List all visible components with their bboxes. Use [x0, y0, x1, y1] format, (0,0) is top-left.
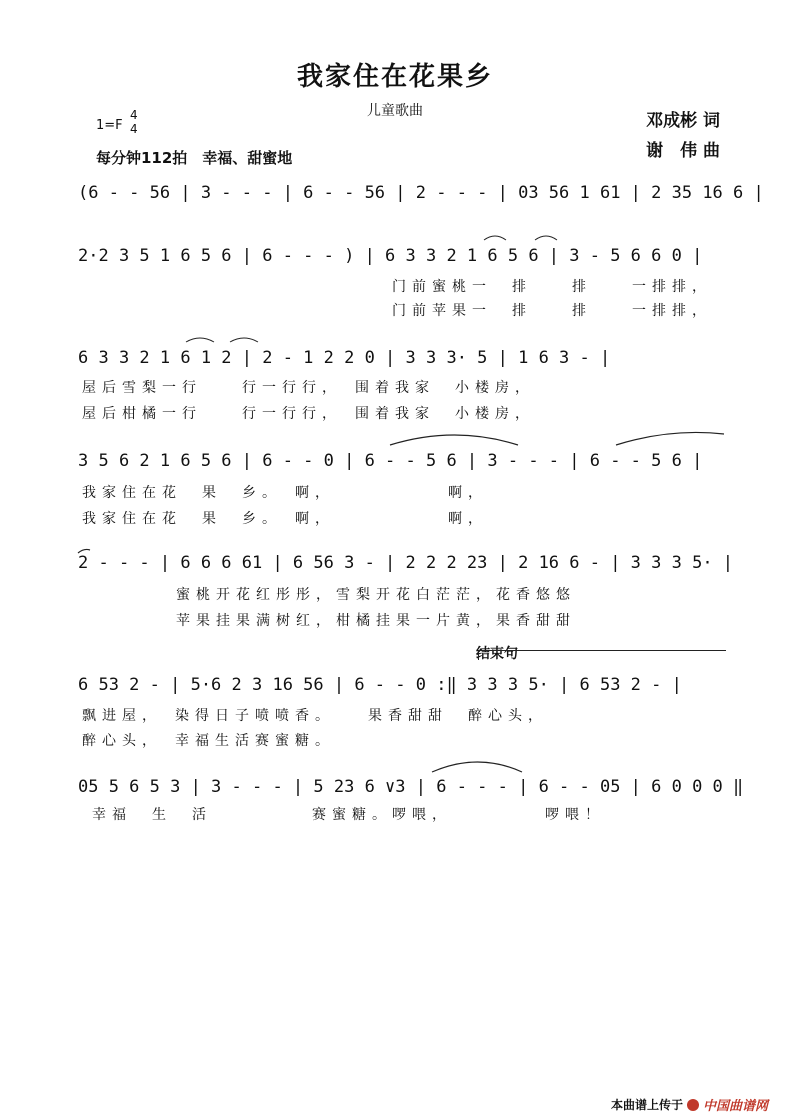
meter-bottom: 4: [130, 122, 138, 136]
score-line-2-lyric-2: 门前苹果一 排 排 一排排，: [392, 303, 712, 319]
song-genre: 儿童歌曲: [367, 103, 423, 119]
score-line-5-notes: 2 - - - | 6 6 6 61 | 6 56 3 - | 2 2 2 23 | 2 16 6 - | 3 3 3 5· |: [78, 553, 734, 573]
score-line-6-lyric-2: 醉心头， 幸福生活赛蜜糖。: [82, 733, 335, 749]
site-logo: 中国曲谱网: [702, 1099, 768, 1114]
score-line-2-lyric-1: 门前蜜桃一 排 排 一排排，: [392, 279, 712, 295]
composer-credit: 谢 伟 曲: [646, 141, 720, 161]
score-line-7-notes: 05 5 6 5 3 | 3 - - - | 5 23 6 ∨3 | 6 - - - | 6 - - 05 | 6 0 0 0 ‖: [78, 777, 744, 797]
score-line-6-notes: 6 53 2 - | 5·6 2 3 16 56 | 6 - - 0 :‖ 3 3 3 5· | 6 53 2 - |: [78, 675, 682, 695]
ending-phrase-label: 结束句: [476, 646, 518, 662]
meter-top: 4: [130, 108, 138, 122]
score-line-4-notes: 3 5 6 2 1 6 5 6 | 6 - - 0 | 6 - - 5 6 | 3 - - - | 6 - - 5 6 |: [78, 451, 703, 471]
score-line-5-lyric-2: 苹果挂果满树红，柑橘挂果一片黄，果香甜甜: [176, 613, 576, 629]
tempo-marking: 每分钟112拍 幸福、甜蜜地: [96, 149, 293, 167]
score-line-3-lyric-1: 屋后雪梨一行 行一行行， 围着我家 小楼房，: [82, 380, 535, 396]
site-logo-icon: [687, 1099, 699, 1111]
score-line-3-lyric-2: 屋后柑橘一行 行一行行， 围着我家 小楼房，: [82, 406, 535, 422]
page-title: 我家住在花果乡: [296, 62, 493, 92]
score-line-2-notes: 2·2 3 5 1 6 5 6 | 6 - - - ) | 6 3 3 2 1 6 5 6 | 3 - 5 6 6 0 |: [78, 246, 703, 266]
score-line-5-lyric-1: 蜜桃开花红彤彤，雪梨开花白茫茫，花香悠悠: [176, 587, 576, 603]
upload-note: 本曲谱上传于: [610, 1098, 683, 1112]
key-signature: 1=F: [96, 118, 123, 133]
score-line-6-lyric-1: 飘进屋， 染得日子喷喷香。 果香甜甜 醉心头，: [82, 708, 548, 724]
footer-credit: [611, 1095, 768, 1114]
lyricist-credit: 邓成彬 词: [646, 111, 720, 131]
score-line-4-lyric-1: 我家住在花 果 乡。 啊， 啊，: [82, 485, 488, 501]
score-line-1-notes: (6 - - 56 | 3 - - - | 6 - - 56 | 2 - - - | 03 56 1 61 | 2 35 16 6 |: [78, 183, 764, 203]
score-line-7-lyric-1: 幸福 生 活 赛蜜糖。啰喂， 啰喂！: [92, 807, 605, 823]
score-line-4-lyric-2: 我家住在花 果 乡。 啊， 啊，: [82, 511, 488, 527]
score-line-3-notes: 6 3 3 2 1 6 1 2 | 2 - 1 2 2 0 | 3 3 3· 5 | 1 6 3 - |: [78, 348, 611, 368]
